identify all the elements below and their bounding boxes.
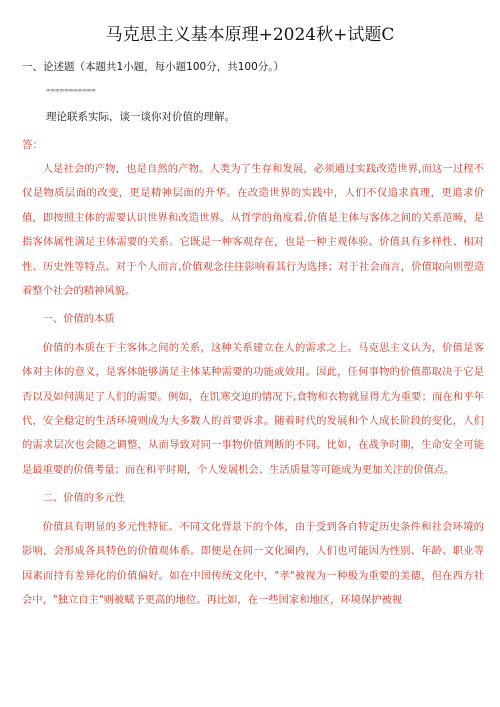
section1-heading: 一、价值的本质 (42, 313, 115, 326)
question-text: 理论联系实际，谈一谈你对价值的理解。 (46, 111, 235, 123)
dots-decoration: ∞∞∞∞∞∞∞∞∞∞∞ (46, 87, 96, 94)
page-title: 马克思主义基本原理+2024秋+试题C (105, 25, 395, 45)
section2-heading: 二、价值的多元性 (42, 492, 125, 505)
intro-paragraph: 人是社会的产物，也是自然的产物。人类为了生存和发展，必须通过实践改造世界,而这一过程不仅是物质层面的改变，更是精神层面的升华。在改造世界的实践中，人们不仅追求真理，更追求价值，即按照主体的需要认识世界和改造世界。从哲学的角度看,价值是主体与客体之间的关系范畴，是指客体属性满足主体需要的关系。它既是一种客观存在，也是一种主观体验。价值具有多样性、相对性、历史性等特点。对于个人而言,价值观念往往影响着其行为选择；对于社会而言，价值取向则塑造着整个社会的精神风貌。 (22, 163, 484, 298)
answer-body (22, 157, 484, 612)
section-heading: 一、论述题（本题共1小题，每小题100分，共100分。） (22, 61, 285, 73)
section1-paragraph: 价值的本质在于主客体之间的关系，这种关系建立在人的需求之上。马克思主义认为，价值是客体对主体的意义，是客体能够满足主体某种需要的功能或效用。因此，任何事物的价值都取决于它是否以及如何满足了人们的需要。例如，在饥寒交迫的情况下,食物和衣物就显得尤为重要；而在和平年代，安全稳定的生活环境则成为大多数人的首要诉求。随着时代的发展和个人成长阶段的变化，人们的需求层次也会随之调整，从而导致对同一事物价值判断的不同。比如，在战争时期，生命安全可能是最重要的价值考量；而在和平时期，个人发展机会、生活质量等可能成为更加关注的价值点。 (22, 341, 484, 476)
answer-label: 答： (22, 139, 43, 151)
section2-paragraph: 价值具有明显的多元性特征。不同文化背景下的个体，由于受到各自特定历史条件和社会环境的影响，会形成各具特色的价值观体系。即便是在同一文化圈内，人们也可能因为性别、年龄、职业等因素而持有差异化的价值偏好。如在中国传统文化中，"孝"被视为一种极为重要的美德，但在西方社会中，"独立自主"则被赋予更高的地位。再比如，在一些国家和地区，环境保护被视 (22, 520, 484, 606)
